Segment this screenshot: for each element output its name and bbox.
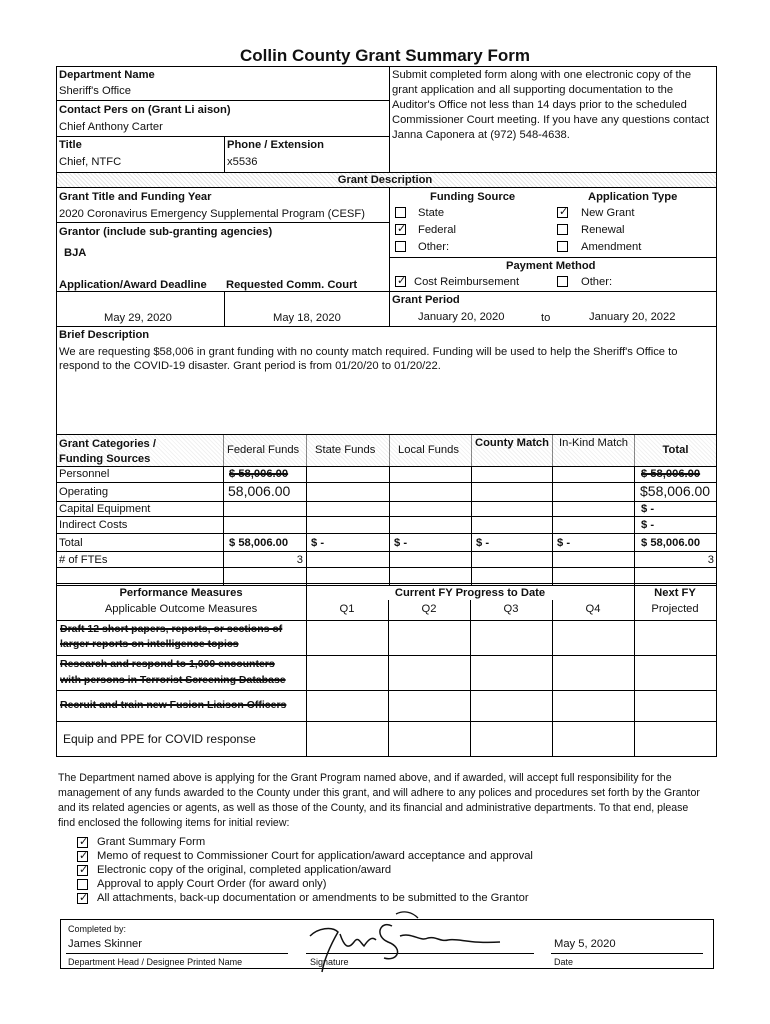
checklist-checkbox-4[interactable]: [77, 879, 88, 890]
title-label: Title: [59, 139, 82, 151]
statement-text: The Department named above is applying for the Grant Program named above, and if awarded, will accept full responsibility for the management of any funds awarded to the County under this grant, and will adhere to any polices and procedures set forth by the Grantor and its related agencies or agents, as well as those of the County, and its financial and administrative departments. To that end, please find enclosed the following items for initial review:: [58, 772, 700, 829]
col-county-match: County Match: [475, 437, 549, 449]
q4-header: Q4: [585, 603, 601, 615]
other-funding-label: Other:: [418, 241, 450, 253]
federal-label: Federal: [418, 224, 456, 236]
funding-source-label: Funding Source: [430, 191, 516, 203]
row-personnel-label: Personnel: [59, 468, 110, 480]
deadline-value: May 29, 2020: [104, 312, 172, 324]
checklist-item-1: Grant Summary Form: [97, 836, 206, 848]
measure-1b: larger reports on intelligence topics: [60, 638, 239, 650]
checklist-item-3: Electronic copy of the original, completed application/award: [97, 864, 392, 876]
total-county: $ -: [476, 537, 490, 549]
checklist-item-5: All attachments, back-up documentation or amendments to be submitted to the Grantor: [97, 892, 529, 904]
other-payment-checkbox[interactable]: [557, 276, 568, 287]
sign-date: May 5, 2020: [554, 938, 616, 950]
application-type-label: Application Type: [588, 191, 678, 203]
federal-checkbox[interactable]: [395, 224, 406, 235]
signature-icon: [300, 906, 510, 976]
row-total-label: Total: [59, 537, 83, 549]
checklist-checkbox-1[interactable]: [77, 837, 88, 848]
printed-name-caption: Department Head / Designee Printed Name: [68, 957, 243, 967]
total-federal: $ 58,006.00: [229, 537, 289, 549]
operating-total: $58,006.00: [640, 483, 711, 499]
next-fy-subheader: Projected: [651, 603, 699, 615]
ftes-federal: 3: [296, 554, 303, 566]
state-checkbox[interactable]: [395, 207, 406, 218]
printed-name: James Skinner: [68, 938, 142, 950]
total-inkind: $ -: [557, 537, 571, 549]
comm-court-label: Requested Comm. Court: [226, 279, 358, 291]
operating-federal: 58,006.00: [228, 483, 291, 499]
row-operating-label: Operating: [59, 486, 109, 498]
contact-label: Contact Pers on (Grant Li aison): [59, 104, 231, 116]
col-federal-funds: Federal Funds: [227, 444, 300, 456]
completed-by-label: Completed by:: [68, 924, 127, 934]
col-total: Total: [662, 444, 689, 456]
other-payment-label: Other:: [581, 276, 613, 288]
checklist-checkbox-3[interactable]: [77, 865, 88, 876]
checklist-checkbox-2[interactable]: [77, 851, 88, 862]
row-indirect-label: Indirect Costs: [59, 519, 128, 531]
total-state: $ -: [311, 537, 325, 549]
phone-label: Phone / Extension: [227, 139, 324, 151]
row-capital-label: Capital Equipment: [59, 503, 151, 515]
measure-1a: Draft 12 short papers, reports, or sections of: [60, 623, 283, 635]
renewal-checkbox[interactable]: [557, 224, 568, 235]
form-title: Collin County Grant Summary Form: [240, 46, 530, 65]
grant-period-start: January 20, 2020: [418, 311, 505, 323]
measure-3a: Recruit and train new Fusion Liaison Officers: [60, 699, 287, 711]
total-local: $ -: [394, 537, 408, 549]
new-grant-label: New Grant: [581, 207, 635, 219]
checklist-checkbox-5[interactable]: [77, 893, 88, 904]
personnel-federal: $ 58,006.00: [229, 468, 289, 480]
renewal-label: Renewal: [581, 224, 625, 236]
q1-header: Q1: [339, 603, 355, 615]
grant-period-to: to: [541, 312, 551, 324]
comm-court-value: May 18, 2020: [273, 312, 341, 324]
signature-caption: Signature: [310, 957, 349, 967]
grant-description-header: Grant Description: [337, 174, 433, 186]
q3-header: Q3: [503, 603, 519, 615]
measure-4a: Equip and PPE for COVID response: [63, 732, 256, 746]
department-label: Department Name: [59, 69, 155, 81]
grant-title-value: 2020 Coronavirus Emergency Supplemental Program (CESF): [59, 208, 365, 220]
grantor-label: Grantor (include sub-granting agencies): [59, 226, 273, 238]
date-caption: Date: [554, 957, 574, 967]
deadline-label: Application/Award Deadline: [59, 279, 207, 291]
brief-description-text: We are requesting $58,006 in grant funding with no county match required. Funding will be used to help the Sheriff's Office to respond to the COVID-19 disaster. Grant period is from 01/20/20 to 01/20/22.: [59, 346, 678, 372]
other-funding-checkbox[interactable]: [395, 241, 406, 252]
total-total: $ 58,006.00: [641, 537, 701, 549]
row-ftes-label: # of FTEs: [59, 554, 108, 566]
grant-period-label: Grant Period: [392, 294, 460, 306]
grantor-value: BJA: [64, 247, 87, 259]
personnel-total: $ 58,006.00: [641, 468, 701, 480]
checklist-item-2: Memo of request to Commissioner Court for application/award acceptance and approval: [97, 850, 533, 862]
col-inkind-match: In-Kind Match: [558, 437, 629, 449]
measure-2b: with persons in Terrorist Screening Database: [60, 674, 286, 686]
cost-reimbursement-checkbox[interactable]: [395, 276, 406, 287]
indirect-total: $ -: [641, 519, 655, 531]
progress-header: Current FY Progress to Date: [394, 587, 546, 599]
performance-header: Performance Measures: [119, 587, 243, 599]
amendment-label: Amendment: [581, 241, 642, 253]
capital-total: $ -: [641, 503, 655, 515]
payment-method-label: Payment Method: [506, 260, 596, 272]
performance-subheader: Applicable Outcome Measures: [104, 603, 258, 615]
new-grant-checkbox[interactable]: [557, 207, 568, 218]
state-label: State: [418, 207, 445, 219]
checklist-item-4: Approval to apply Court Order (for award only): [97, 878, 327, 890]
department-value: Sheriff's Office: [59, 85, 131, 97]
contact-value: Chief Anthony Carter: [59, 121, 163, 133]
brief-description-label: Brief Description: [59, 329, 150, 341]
amendment-checkbox[interactable]: [557, 241, 568, 252]
q2-header: Q2: [421, 603, 437, 615]
measure-2a: Research and respond to 1,000 encounters: [60, 658, 275, 670]
budget-header-label-2: Funding Sources: [59, 453, 151, 465]
phone-value: x5536: [227, 156, 258, 168]
title-value: Chief, NTFC: [59, 156, 122, 168]
col-state-funds: State Funds: [315, 444, 376, 456]
budget-header-label: Grant Categories /: [59, 438, 156, 450]
instructions-text: Submit completed form along with one electronic copy of the grant application and all supporting documentation to the Auditor's Office not less than 14 days prior to the scheduled Commissioner Court meeting. If you have any questions contact Janna Caponera at (972) 548-4638.: [392, 69, 710, 141]
col-local-funds: Local Funds: [398, 444, 459, 456]
next-fy-header: Next FY: [654, 587, 696, 599]
grant-title-label: Grant Title and Funding Year: [59, 191, 212, 203]
cost-reimbursement-label: Cost Reimbursement: [414, 276, 520, 288]
ftes-total: 3: [707, 554, 714, 566]
grant-period-end: January 20, 2022: [589, 311, 676, 323]
